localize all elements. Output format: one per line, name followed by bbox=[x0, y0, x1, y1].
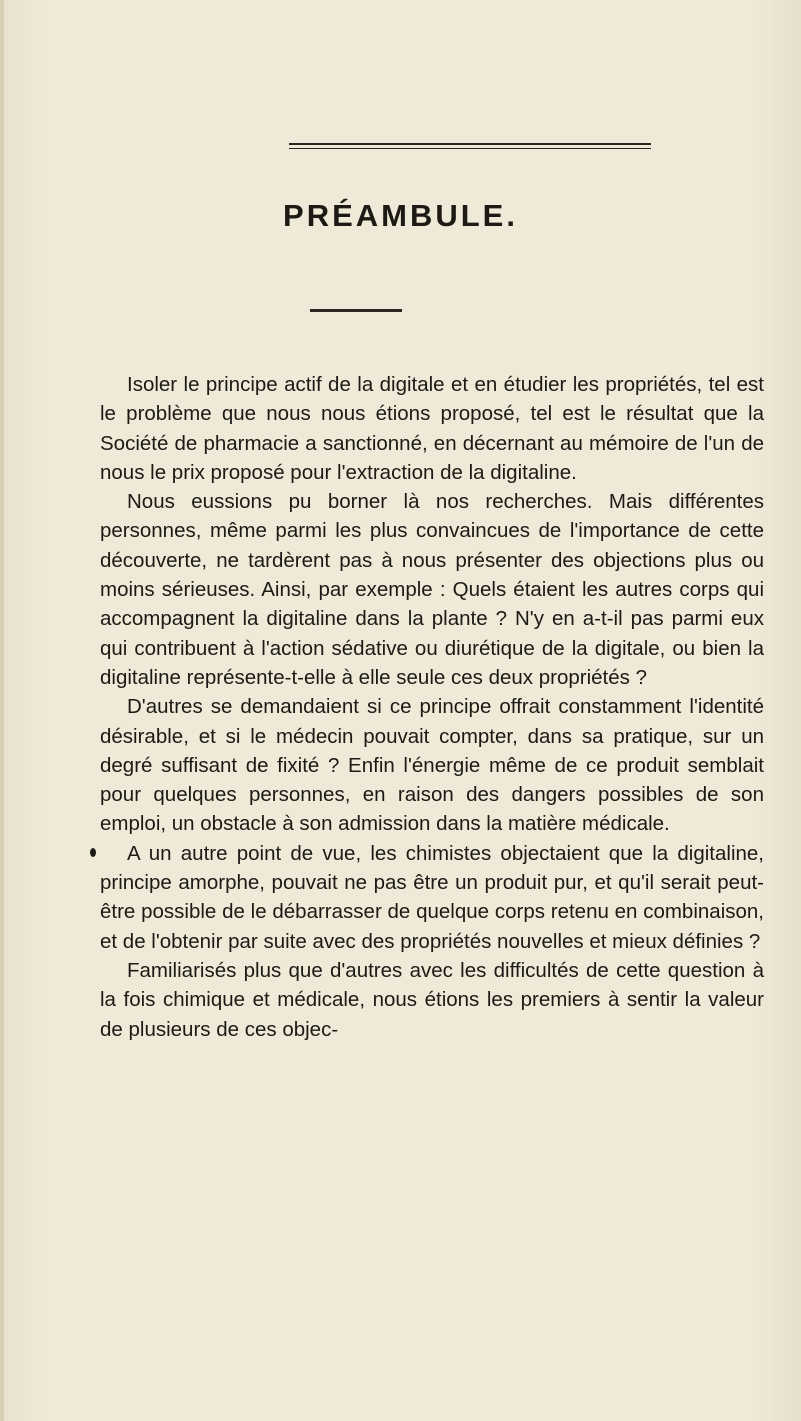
body-text bbox=[100, 370, 764, 1044]
paragraph-4: A un autre point de vue, les chimistes objectaient que la digitaline, principe amorphe, pouvait ne pas être un produit pur, et qu'il serait peut-être possible de le débarrasser de quelque corps retenu en combinaison, et de l'obtenir par suite avec des propriétés nouvelles et mieux définies ? bbox=[100, 841, 764, 953]
margin-ink-mark bbox=[90, 848, 96, 857]
page-title: PRÉAMBULE. bbox=[283, 198, 518, 233]
paragraph-2: Nous eussions pu borner là nos recherches. Mais différentes personnes, même parmi les plus convaincues de l'importance de cette découverte, ne tardèrent pas à nous présenter des objections plus ou moins sérieuses. Ainsi, par exemple : Quels étaient les autres corps qui accompagnent la digitaline dans la plante ? N'y en a-t-il pas parmi eux qui contribuent à l'action sédative ou diurétique de la digitale, ou bien la digitaline représente-t-elle à elle seule ces deux propriétés ? bbox=[100, 490, 764, 689]
paragraph-3: D'autres se demandaient si ce principe offrait constamment l'identité désirable, et si le médecin pouvait compter, dans sa pratique, sur un degré suffisant de fixité ? Enfin l'énergie même de ce produit semblait pour quelques personnes, en raison des dangers possibles de son emploi, un obstacle à son admission dans la matière médicale. bbox=[100, 695, 764, 836]
double-rule-ornament bbox=[289, 143, 651, 151]
paragraph-1: Isoler le principe actif de la digitale et en étudier les propriétés, tel est le problème que nous nous étions proposé, tel est le résultat que la Société de pharmacie a sanctionné, en décernant au mémoire de l'un de nous le prix proposé pour l'extraction de la digitaline. bbox=[100, 373, 764, 484]
title-rule bbox=[310, 309, 402, 312]
paragraph-5: Familiarisés plus que d'autres avec les difficultés de cette question à la fois chimique et médicale, nous étions les premiers à sentir la valeur de plusieurs de ces objec- bbox=[100, 958, 764, 1041]
